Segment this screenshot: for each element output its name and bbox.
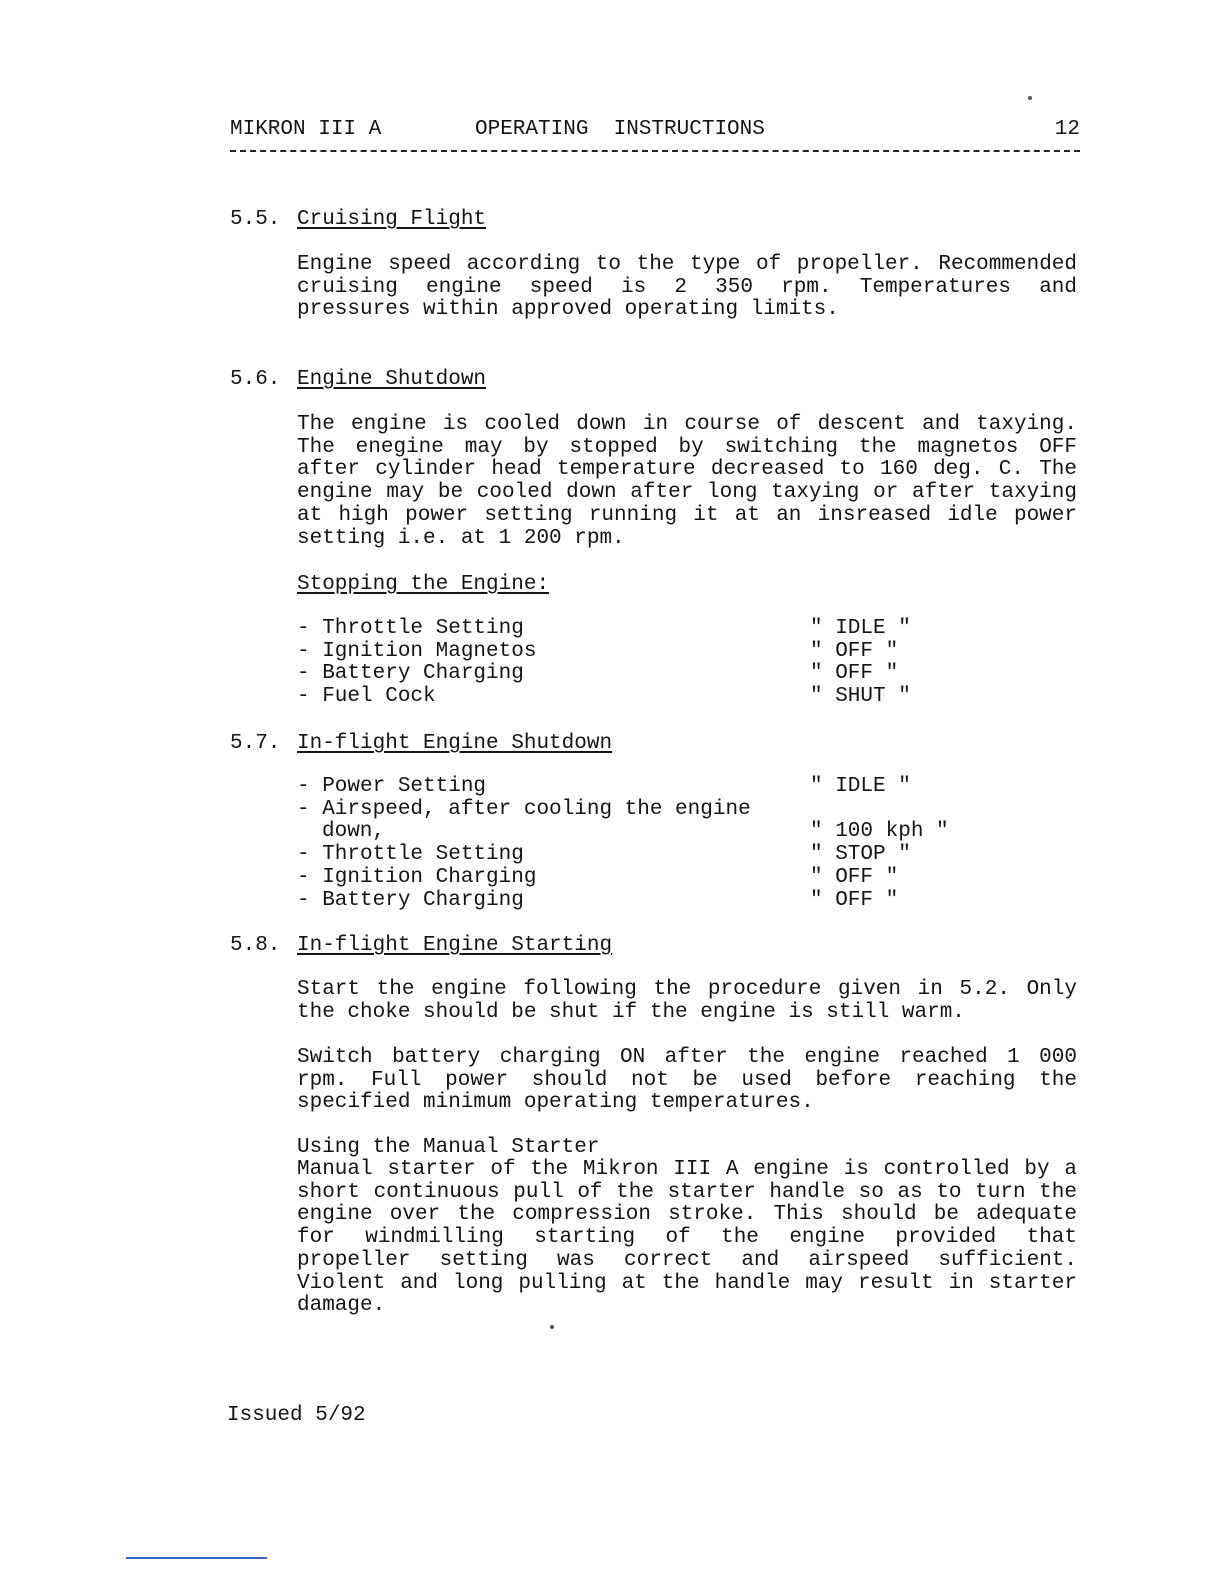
stopping-engine-list — [297, 618, 1077, 709]
list-item — [297, 641, 1077, 664]
inflight-starting-paragraph-1: Start the engine following the procedure given in 5.2. Only the choke should be shut if the engine is still warm. — [297, 978, 1077, 1024]
item-value: " STOP " — [810, 843, 911, 867]
item-value: " OFF " — [810, 639, 899, 663]
list-item — [297, 686, 1077, 709]
inflight-shutdown-list — [297, 776, 1077, 912]
item-value: " IDLE " — [810, 617, 911, 640]
section-number-5-5: 5.5. — [230, 208, 281, 231]
section-number-5-7: 5.7. — [230, 732, 281, 755]
list-item — [297, 776, 1077, 799]
inflight-starting-paragraph-2: Switch battery charging ON after the engine reached 1 000 rpm. Full power should not be used before reaching the specified minimum operating temperatures. — [297, 1046, 1077, 1115]
section-number-5-8: 5.8. — [230, 934, 281, 957]
scan-speck — [550, 1325, 554, 1329]
item-value: " IDLE " — [810, 775, 911, 798]
page-header — [230, 118, 1080, 144]
cruising-flight-paragraph: Engine speed according to the type of propeller. Recommended cruising engine speed is 2 350 rpm. Temperatures and pressures within approved operating limits. — [297, 253, 1077, 322]
manual-starter-paragraph: Manual starter of the Mikron III A engine is controlled by a short continuous pull of the starter handle so as to turn the engine over the compression stroke. This should be adequate for windmilling starting of the engine provided that propeller setting was correct and airspeed sufficient. Violent and long pulling at the handle may result in starter damage. — [297, 1158, 1077, 1318]
document-section-title: OPERATING INSTRUCTIONS — [475, 118, 765, 141]
section-title-cruising-flight: Cruising Flight — [297, 208, 487, 231]
section-title-inflight-starting: In-flight Engine Starting — [297, 934, 613, 957]
section-number-5-6: 5.6. — [230, 368, 281, 391]
item-label: - Battery Charging — [297, 888, 524, 912]
list-item — [297, 867, 1077, 890]
item-label: - Throttle Setting — [297, 843, 524, 867]
list-item — [297, 799, 1077, 844]
scan-speck — [1028, 96, 1032, 100]
item-value: " OFF " — [810, 888, 899, 912]
item-label: - Ignition Magnetos — [297, 639, 537, 663]
item-label: - Fuel Cock — [297, 685, 436, 709]
section-title-engine-shutdown: Engine Shutdown — [297, 368, 487, 391]
scan-edge-mark — [126, 1557, 267, 1559]
list-item — [297, 890, 1077, 913]
item-label: - Ignition Charging — [297, 865, 537, 889]
page-number: 12 — [1054, 118, 1080, 141]
item-value: " OFF " — [810, 865, 899, 889]
list-item — [297, 618, 1077, 641]
item-label: - Airspeed, after cooling the engine down, — [297, 797, 751, 844]
item-value: " OFF " — [810, 662, 899, 686]
item-label: - Throttle Setting — [297, 617, 524, 640]
stopping-engine-title: Stopping the Engine: — [297, 573, 550, 596]
list-item — [297, 844, 1077, 867]
item-label: - Power Setting — [297, 775, 487, 798]
item-label: - Battery Charging — [297, 662, 524, 686]
issued-date: Issued 5/92 — [227, 1404, 366, 1427]
manual-starter-title: Using the Manual Starter — [297, 1136, 600, 1159]
engine-shutdown-paragraph: The engine is cooled down in course of descent and taxying. The enegine may by stopped by switching the magnetos OFF after cylinder head temperature decreased to 160 deg. C. The engine may be cooled down after long taxying or after taxying at high power setting running it at an insreased idle power setting i.e. at 1 200 rpm. — [297, 413, 1077, 550]
item-value: " SHUT " — [810, 685, 911, 709]
header-divider — [230, 150, 1080, 152]
section-title-inflight-shutdown: In-flight Engine Shutdown — [297, 732, 613, 755]
list-item — [297, 663, 1077, 686]
document-title: MIKRON III A — [230, 118, 382, 141]
item-value: " 100 kph " — [810, 820, 949, 844]
